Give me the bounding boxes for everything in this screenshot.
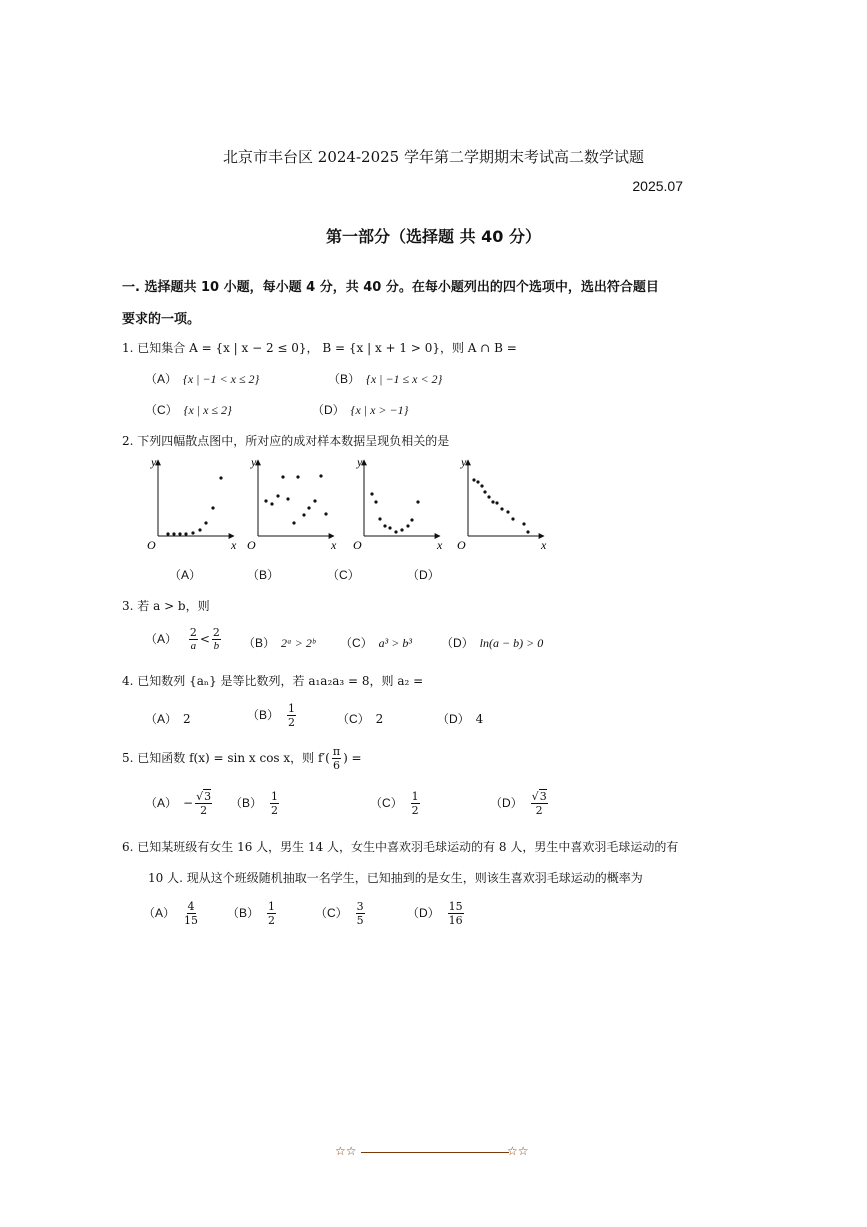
question-6-line2: 10 人. 现从这个班级随机抽取一名学生，已知抽到的是女生，则该生喜欢羽毛球运动的概率为 <box>148 871 643 885</box>
question-3-text: 若 a > b，则 <box>137 599 210 613</box>
scatter-plots-figure <box>140 452 560 552</box>
plot-a-x-label: x <box>231 538 237 552</box>
q3-option-d: （D） ln(a − b) > 0 <box>441 636 544 650</box>
footer-stars-left: ☆☆ <box>335 1144 357 1158</box>
question-1-number: 1. <box>122 341 134 355</box>
plot-b-x-label: x <box>331 538 337 552</box>
q1-option-c: （C） {x | x ≤ 2} <box>145 403 232 417</box>
question-3 <box>122 597 210 614</box>
scatter-plot-d <box>457 455 547 552</box>
q2-option-d: （D） <box>407 568 440 582</box>
q5-option-d: （D） $\frac{√3}{2}$ <box>490 790 547 817</box>
footer-ornament <box>335 1144 535 1164</box>
scatter-plot-b <box>247 455 337 552</box>
q3-option-b: （B） 2ᵃ > 2ᵇ <box>243 636 316 650</box>
question-2-text: 下列四幅散点图中，所对应的成对样本数据呈现负相关的是 <box>137 434 450 448</box>
plot-d-origin-label: O <box>457 538 466 552</box>
question-1-text: 已知集合 A = {x | x − 2 ≤ 0}， B = {x | x + 1 > 0}，则 A ∩ B = <box>137 341 517 355</box>
q2-option-a: （A） <box>169 568 202 582</box>
question-1 <box>122 339 517 356</box>
question-3-number: 3. <box>122 599 134 613</box>
plot-b-y-label: y <box>251 455 257 469</box>
plot-a-origin-label: O <box>147 538 156 552</box>
scatter-plot-c <box>353 455 443 552</box>
plot-c-origin-label: O <box>353 538 362 552</box>
plot-a-y-label: y <box>151 455 157 469</box>
q3-option-a: （A） $\frac{2}{a}$ < $\frac{2}{b}$ <box>145 626 220 652</box>
q1-option-b: （B） {x | −1 ≤ x < 2} <box>328 372 443 386</box>
question-5: 5. 已知函数 f(x) = sin x cos x，则 f′( $\frac{\pi}{6}$ ) = <box>122 745 362 772</box>
plot-b-origin-label: O <box>247 538 256 552</box>
q6-option-c: （C） $\frac{3}{5}$ <box>315 900 364 927</box>
footer-divider <box>361 1152 509 1153</box>
q4-option-a: （A） 2 <box>145 712 191 726</box>
q6-option-a: （A） $\frac{4}{15}$ <box>143 900 199 927</box>
question-2-number: 2. <box>122 434 134 448</box>
q1-option-a: （A） {x | −1 < x ≤ 2} <box>145 372 260 386</box>
question-2 <box>122 432 449 449</box>
plot-b-points <box>264 474 327 524</box>
q1-option-d: （D） {x | x > −1} <box>312 403 409 417</box>
q4-option-c: （C） 2 <box>337 712 384 726</box>
plot-c-y-label: y <box>357 455 363 469</box>
q2-option-c: （C） <box>327 568 360 582</box>
question-5-number: 5. <box>122 751 134 765</box>
question-6-line1: 6. 已知某班级有女生 16 人，男生 14 人，女生中喜欢羽毛球运动的有 8 人，男生中喜欢羽毛球运动的有 <box>122 840 679 854</box>
plot-d-y-label: y <box>461 455 467 469</box>
question-4-number: 4. <box>122 674 134 688</box>
q5-option-c: （C） $\frac{1}{2}$ <box>370 790 419 817</box>
scatter-plot-a <box>147 455 237 552</box>
q3-option-c: （C） a³ > b³ <box>340 636 412 650</box>
plot-d-x-label: x <box>541 538 547 552</box>
q4-option-b: （B） $\frac{1}{2}$ <box>247 702 296 729</box>
footer-stars-right: ☆☆ <box>507 1144 529 1158</box>
plot-c-points <box>370 492 419 533</box>
question-4 <box>122 672 423 689</box>
section-instructions-line2: 要求的一项。 <box>122 312 201 327</box>
q3-a-fraction-2: $\frac{2}{b}$ <box>212 626 220 652</box>
q5-pi-over-6: $\frac{\pi}{6}$ <box>332 745 341 772</box>
q6-option-b: （B） $\frac{1}{2}$ <box>227 900 276 927</box>
question-4-text: 已知数列 {aₙ} 是等比数列，若 a₁a₂a₃ = 8，则 a₂ = <box>137 674 424 688</box>
q4-option-d: （D） 4 <box>437 712 484 726</box>
section-instructions-line1: 一. 选择题共 10 小题，每小题 4 分，共 40 分。在每小题列出的四个选项中，选出符合题目 <box>122 280 659 295</box>
part-title: 第一部分（选择题 共 40 分） <box>326 227 541 246</box>
plot-a-points <box>166 476 222 535</box>
q2-option-b: （B） <box>247 568 280 582</box>
q5-option-a: （A） − $\frac{√3}{2}$ <box>145 790 212 817</box>
q5-option-b: （B） $\frac{1}{2}$ <box>230 790 279 817</box>
exam-title: 北京市丰台区 2024-2025 学年第二学期期末考试高二数学试题 <box>223 148 644 166</box>
plot-c-x-label: x <box>437 538 443 552</box>
plot-d-points <box>472 478 529 533</box>
exam-date: 2025.07 <box>632 178 683 194</box>
q3-a-fraction-1: $\frac{2}{a}$ <box>189 626 197 652</box>
q6-option-d: （D） $\frac{15}{16}$ <box>407 900 463 927</box>
